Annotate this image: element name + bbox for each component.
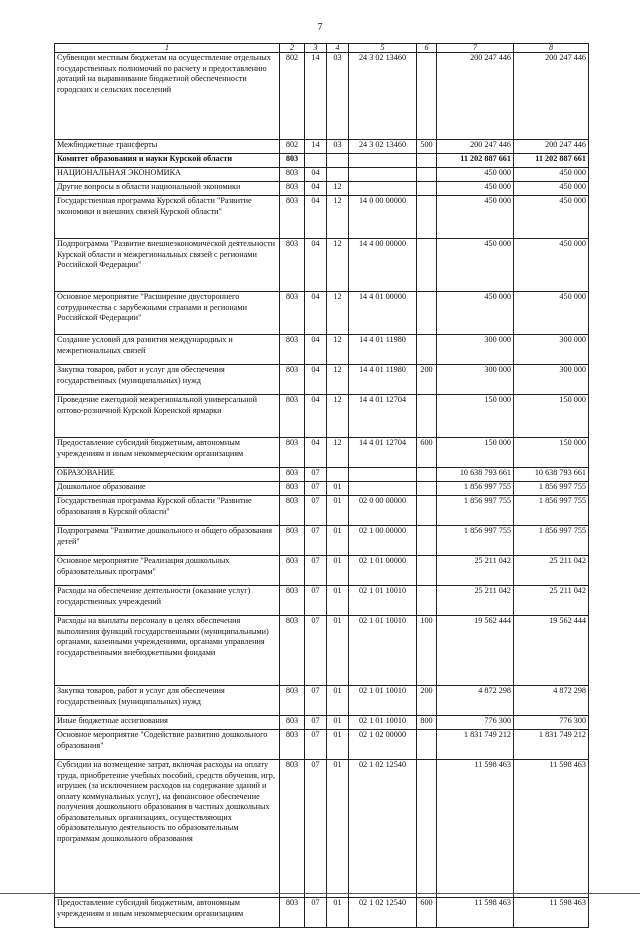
- cell-grbs: 803: [280, 526, 305, 556]
- table-row: [55, 438, 589, 468]
- cell-sum2: 200 247 446: [514, 140, 589, 154]
- cell-name: Комитет образования и науки Курской области: [55, 154, 280, 168]
- column-number: 1: [55, 44, 280, 53]
- cell-csr: 14 4 01 11980: [349, 365, 417, 395]
- column-number: 3: [305, 44, 327, 53]
- cell-name: Создание условий для развития международных и межрегиональных связей: [55, 335, 280, 365]
- cell-rz: 07: [305, 730, 327, 760]
- cell-sum1: 776 300: [437, 716, 514, 730]
- cell-pr: 12: [327, 438, 349, 468]
- cell-sum2: 450 000: [514, 239, 589, 292]
- cell-grbs: 803: [280, 482, 305, 496]
- cell-rz: [305, 154, 327, 168]
- cell-sum1: 25 211 042: [437, 556, 514, 586]
- cell-sum2: 25 211 042: [514, 586, 589, 616]
- cell-vr: [417, 335, 437, 365]
- column-number: 4: [327, 44, 349, 53]
- column-number-row: [55, 44, 589, 53]
- cell-rz: 07: [305, 526, 327, 556]
- cell-sum2: 450 000: [514, 196, 589, 239]
- cell-sum2: 450 000: [514, 182, 589, 196]
- cell-csr: 14 4 01 00000: [349, 292, 417, 335]
- cell-name: Предоставление субсидий бюджетным, автономным учреждениям и иным некоммерческим организациям: [55, 898, 280, 928]
- cell-sum1: 450 000: [437, 239, 514, 292]
- cell-name: Иные бюджетные ассигнования: [55, 716, 280, 730]
- cell-vr: [417, 526, 437, 556]
- cell-rz: 04: [305, 239, 327, 292]
- cell-rz: 14: [305, 53, 327, 140]
- cell-sum2: 150 000: [514, 395, 589, 438]
- table-row: [55, 182, 589, 196]
- table-row: [55, 686, 589, 716]
- cell-vr: 200: [417, 686, 437, 716]
- cell-sum1: 11 598 463: [437, 898, 514, 928]
- cell-name: Расходы на обеспечение деятельности (оказание услуг) государственных учреждений: [55, 586, 280, 616]
- cell-rz: 07: [305, 556, 327, 586]
- column-number: 7: [437, 44, 514, 53]
- cell-grbs: 803: [280, 154, 305, 168]
- cell-name: Основное мероприятие "Расширение двустороннего сотрудничества с зарубежными странами и регионами Российской Федерации": [55, 292, 280, 335]
- cell-grbs: 803: [280, 365, 305, 395]
- cell-sum1: 1 856 997 755: [437, 496, 514, 526]
- table-row: [55, 556, 589, 586]
- cell-vr: [417, 292, 437, 335]
- cell-name: Субвенции местным бюджетам на осуществление отдельных государственных полномочий по расчету и предоставлению дотаций на выравнивание бюджетной обеспеченности городских и сельских поселений: [55, 53, 280, 140]
- cell-vr: 800: [417, 716, 437, 730]
- cell-sum2: 450 000: [514, 292, 589, 335]
- cell-vr: [417, 239, 437, 292]
- cell-grbs: 802: [280, 53, 305, 140]
- cell-rz: 04: [305, 395, 327, 438]
- cell-vr: [417, 395, 437, 438]
- table-row: [55, 292, 589, 335]
- cell-vr: [417, 196, 437, 239]
- cell-vr: 200: [417, 365, 437, 395]
- cell-rz: 07: [305, 760, 327, 898]
- cell-sum2: 10 638 793 661: [514, 468, 589, 482]
- cell-csr: 02 1 01 10010: [349, 686, 417, 716]
- cell-pr: 12: [327, 196, 349, 239]
- table-row: [55, 140, 589, 154]
- cell-pr: 03: [327, 140, 349, 154]
- cell-sum2: 450 000: [514, 168, 589, 182]
- table-row: [55, 526, 589, 556]
- cell-csr: 02 1 01 10010: [349, 586, 417, 616]
- cell-rz: 04: [305, 335, 327, 365]
- cell-csr: 14 4 01 12704: [349, 438, 417, 468]
- cell-sum1: 450 000: [437, 168, 514, 182]
- table-row: [55, 239, 589, 292]
- table-row: [55, 335, 589, 365]
- cell-vr: 600: [417, 898, 437, 928]
- cell-sum2: 150 000: [514, 438, 589, 468]
- cell-pr: 12: [327, 395, 349, 438]
- cell-sum2: 776 300: [514, 716, 589, 730]
- cell-csr: 02 1 00 00000: [349, 526, 417, 556]
- table-row: [55, 730, 589, 760]
- cell-csr: 14 0 00 00000: [349, 196, 417, 239]
- cell-name: Субсидии на возмещение затрат, включая расходы на оплату труда, приобретение учебных пособий, средств обучения, игр, игрушек (за исключением расходов на содержание зданий и оплату коммунальных услуг), на финансовое обеспечение получения дошкольного образования в частных дошкольных образовательных организациях, осуществляющих образовательную деятельность по образовательным программам дошкольного образования: [55, 760, 280, 898]
- cell-sum1: 200 247 446: [437, 140, 514, 154]
- table-row: [55, 53, 589, 140]
- cell-csr: 02 0 00 00000: [349, 496, 417, 526]
- cell-grbs: 802: [280, 140, 305, 154]
- cell-sum1: 1 856 997 755: [437, 482, 514, 496]
- cell-name: Межбюджетные трансферты: [55, 140, 280, 154]
- cell-grbs: 803: [280, 496, 305, 526]
- cell-csr: [349, 168, 417, 182]
- cell-pr: 12: [327, 292, 349, 335]
- cell-sum1: 19 562 444: [437, 616, 514, 686]
- cell-grbs: 803: [280, 468, 305, 482]
- cell-pr: 01: [327, 686, 349, 716]
- column-number: 2: [280, 44, 305, 53]
- cell-name: НАЦИОНАЛЬНАЯ ЭКОНОМИКА: [55, 168, 280, 182]
- cell-csr: 02 1 01 10010: [349, 616, 417, 686]
- cell-rz: 04: [305, 365, 327, 395]
- cell-sum1: 450 000: [437, 292, 514, 335]
- cell-vr: 100: [417, 616, 437, 686]
- table-row: [55, 616, 589, 686]
- table-row: [55, 365, 589, 395]
- cell-name: Закупка товаров, работ и услуг для обеспечения государственных (муниципальных) нужд: [55, 686, 280, 716]
- cell-rz: 04: [305, 168, 327, 182]
- cell-pr: 01: [327, 898, 349, 928]
- cell-vr: [417, 556, 437, 586]
- cell-sum1: 450 000: [437, 196, 514, 239]
- cell-pr: [327, 168, 349, 182]
- cell-pr: 12: [327, 182, 349, 196]
- cell-sum2: 4 872 298: [514, 686, 589, 716]
- table-row: [55, 496, 589, 526]
- cell-vr: [417, 730, 437, 760]
- table-row: [55, 168, 589, 182]
- cell-csr: [349, 182, 417, 196]
- cell-sum1: 200 247 446: [437, 53, 514, 140]
- cell-csr: 02 1 02 00000: [349, 730, 417, 760]
- cell-rz: 04: [305, 438, 327, 468]
- cell-csr: 14 4 01 11980: [349, 335, 417, 365]
- cell-sum1: 11 202 887 661: [437, 154, 514, 168]
- cell-csr: 24 3 02 13460: [349, 140, 417, 154]
- cell-pr: 12: [327, 365, 349, 395]
- cell-rz: 04: [305, 292, 327, 335]
- cell-name: Государственная программа Курской области "Развитие образования в Курской области": [55, 496, 280, 526]
- cell-vr: [417, 586, 437, 616]
- cell-csr: 02 1 02 12540: [349, 898, 417, 928]
- cell-pr: 01: [327, 730, 349, 760]
- cell-grbs: 803: [280, 616, 305, 686]
- cell-name: Расходы на выплаты персоналу в целях обеспечения выполнения функций государственными (муниципальными) органами, казенными учреждениями, органами управления государственными внебюджетными фондами: [55, 616, 280, 686]
- cell-pr: 03: [327, 53, 349, 140]
- cell-csr: [349, 154, 417, 168]
- cell-csr: 02 1 01 10010: [349, 716, 417, 730]
- cell-grbs: 803: [280, 586, 305, 616]
- cell-sum1: 300 000: [437, 335, 514, 365]
- cell-csr: 02 1 01 00000: [349, 556, 417, 586]
- cell-grbs: 803: [280, 196, 305, 239]
- cell-vr: [417, 53, 437, 140]
- cell-name: Основное мероприятие "Содействие развитию дошкольного образования": [55, 730, 280, 760]
- cell-rz: 07: [305, 616, 327, 686]
- cell-rz: 14: [305, 140, 327, 154]
- cell-pr: 12: [327, 239, 349, 292]
- cell-rz: 07: [305, 482, 327, 496]
- table-row: [55, 898, 589, 928]
- cell-csr: 02 1 02 12540: [349, 760, 417, 898]
- cell-vr: [417, 468, 437, 482]
- cell-sum1: 10 638 793 661: [437, 468, 514, 482]
- cell-grbs: 803: [280, 556, 305, 586]
- cell-csr: 24 3 02 13460: [349, 53, 417, 140]
- cell-sum1: 1 831 749 212: [437, 730, 514, 760]
- column-number: 5: [349, 44, 417, 53]
- page-bottom-rule: [0, 893, 640, 894]
- cell-sum2: 1 856 997 755: [514, 482, 589, 496]
- cell-sum2: 11 202 887 661: [514, 154, 589, 168]
- cell-name: ОБРАЗОВАНИЕ: [55, 468, 280, 482]
- cell-pr: 01: [327, 556, 349, 586]
- cell-rz: 04: [305, 196, 327, 239]
- cell-sum2: 19 562 444: [514, 616, 589, 686]
- column-number: 8: [514, 44, 589, 53]
- cell-name: Подпрограмма "Развитие внешнеэкономической деятельности Курской области и межрегиональных связей с регионами Российской Федерации": [55, 239, 280, 292]
- column-number: 6: [417, 44, 437, 53]
- table-row: [55, 154, 589, 168]
- cell-name: Другие вопросы в области национальной экономики: [55, 182, 280, 196]
- cell-rz: 07: [305, 898, 327, 928]
- cell-grbs: 803: [280, 292, 305, 335]
- cell-pr: [327, 468, 349, 482]
- cell-pr: 01: [327, 716, 349, 730]
- table-row: [55, 716, 589, 730]
- cell-pr: 01: [327, 616, 349, 686]
- cell-sum2: 11 598 463: [514, 898, 589, 928]
- cell-vr: [417, 182, 437, 196]
- cell-pr: 01: [327, 482, 349, 496]
- cell-sum1: 4 872 298: [437, 686, 514, 716]
- cell-sum2: 300 000: [514, 365, 589, 395]
- cell-sum1: 25 211 042: [437, 586, 514, 616]
- cell-vr: 600: [417, 438, 437, 468]
- cell-grbs: 803: [280, 239, 305, 292]
- table-row: [55, 586, 589, 616]
- cell-vr: [417, 154, 437, 168]
- cell-sum2: 200 247 446: [514, 53, 589, 140]
- cell-name: Дошкольное образование: [55, 482, 280, 496]
- cell-csr: [349, 482, 417, 496]
- cell-rz: 04: [305, 182, 327, 196]
- cell-rz: 07: [305, 586, 327, 616]
- cell-vr: [417, 760, 437, 898]
- cell-pr: 01: [327, 760, 349, 898]
- cell-sum2: 1 856 997 755: [514, 496, 589, 526]
- cell-sum1: 150 000: [437, 438, 514, 468]
- cell-rz: 07: [305, 468, 327, 482]
- cell-sum2: 1 831 749 212: [514, 730, 589, 760]
- cell-rz: 07: [305, 496, 327, 526]
- cell-pr: 01: [327, 586, 349, 616]
- cell-sum1: 300 000: [437, 365, 514, 395]
- cell-sum2: 11 598 463: [514, 760, 589, 898]
- cell-pr: 01: [327, 526, 349, 556]
- cell-vr: [417, 496, 437, 526]
- cell-name: Предоставление субсидий бюджетным, автономным учреждениям и иным некоммерческим организациям: [55, 438, 280, 468]
- cell-sum1: 150 000: [437, 395, 514, 438]
- cell-sum2: 25 211 042: [514, 556, 589, 586]
- cell-grbs: 803: [280, 760, 305, 898]
- cell-pr: [327, 154, 349, 168]
- table-row: [55, 196, 589, 239]
- table-row: [55, 482, 589, 496]
- cell-grbs: 803: [280, 686, 305, 716]
- cell-name: Основное мероприятие "Реализация дошкольных образовательных программ": [55, 556, 280, 586]
- cell-csr: 14 4 01 12704: [349, 395, 417, 438]
- cell-grbs: 803: [280, 716, 305, 730]
- cell-grbs: 803: [280, 730, 305, 760]
- budget-table: [54, 43, 589, 928]
- table-row: [55, 395, 589, 438]
- cell-name: Закупка товаров, работ и услуг для обеспечения государственных (муниципальных) нужд: [55, 365, 280, 395]
- cell-vr: [417, 168, 437, 182]
- cell-vr: [417, 482, 437, 496]
- cell-sum2: 300 000: [514, 335, 589, 365]
- cell-sum2: 1 856 997 755: [514, 526, 589, 556]
- cell-grbs: 803: [280, 168, 305, 182]
- cell-csr: 14 4 00 00000: [349, 239, 417, 292]
- page-number: 7: [317, 22, 323, 33]
- cell-pr: 01: [327, 496, 349, 526]
- table-row: [55, 760, 589, 898]
- cell-pr: 12: [327, 335, 349, 365]
- cell-sum1: 1 856 997 755: [437, 526, 514, 556]
- cell-name: Проведение ежегодной межрегиональной универсальной оптово-розничной Курской Коренской ярмарки: [55, 395, 280, 438]
- cell-grbs: 803: [280, 898, 305, 928]
- cell-sum1: 11 598 463: [437, 760, 514, 898]
- cell-name: Государственная программа Курской области "Развитие экономики и внешних связей Курской области": [55, 196, 280, 239]
- cell-sum1: 450 000: [437, 182, 514, 196]
- cell-name: Подпрограмма "Развитие дошкольного и общего образования детей": [55, 526, 280, 556]
- cell-grbs: 803: [280, 438, 305, 468]
- cell-rz: 07: [305, 716, 327, 730]
- cell-grbs: 803: [280, 395, 305, 438]
- cell-grbs: 803: [280, 182, 305, 196]
- table-row: [55, 468, 589, 482]
- cell-grbs: 803: [280, 335, 305, 365]
- cell-rz: 07: [305, 686, 327, 716]
- cell-csr: [349, 468, 417, 482]
- cell-vr: 500: [417, 140, 437, 154]
